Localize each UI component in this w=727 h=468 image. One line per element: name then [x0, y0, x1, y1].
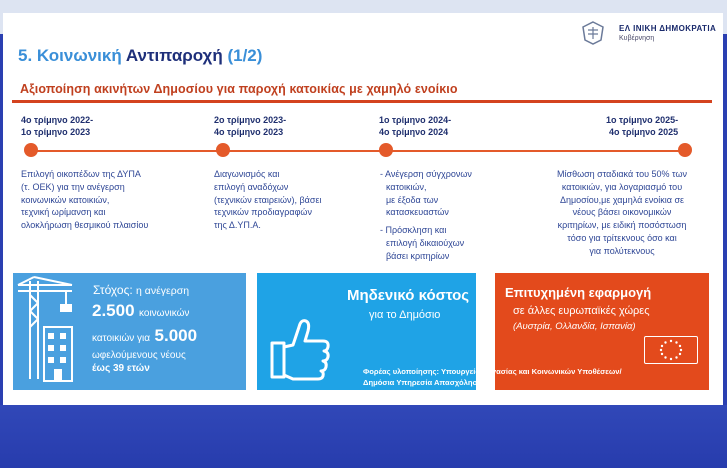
government-logo [573, 14, 723, 46]
background-bottom [0, 405, 727, 468]
people-number: 5.000 [154, 326, 198, 345]
subtitle-banner [12, 79, 712, 103]
age-text: έως 39 ετών [92, 363, 150, 374]
timeline-description-1: Επιλογή οικοπέδων της ΔΥΠΑ (τ. ΟΕΚ) για την ανέγερση κοινωνικών κατοικιών, τεχνική ωρίμανση και ολοκλήρωση θεσμικού πλαισίου [21, 169, 149, 231]
timeline-dot-2 [216, 143, 230, 157]
government-subtitle: Κυβέρνηση [619, 35, 655, 42]
timeline-axis [27, 150, 687, 152]
goal-panel [13, 273, 246, 390]
success-line-2: σε άλλες ευρωπαϊκές χώρες [513, 305, 650, 317]
slide-subtitle: Αξιοποίηση ακινήτων Δημοσίου για παροχή κατοικίας με χαμηλό ενοίκιο [20, 82, 458, 96]
title-part-3: (1/2) [227, 46, 263, 65]
thumbs-up-icon [269, 313, 333, 381]
timeline-description-2: Διαγωνισμός και επιλογή αναδόχων (τεχνικών εταιρειών), βάσει τεχνικών προδιαγραφών της Δ.ΥΠ.Α. [214, 169, 322, 231]
units-text: κοινωνικών [139, 308, 190, 319]
success-countries: (Αυστρία, Ολλανδία, Ισπανία) [513, 321, 636, 332]
goal-label: Στόχος: [93, 283, 133, 297]
timeline-description-3: - Ανέγερση σύγχρονων κατοικιών, με έξοδα των κατασκευαστών - Πρόσκληση και επιλογή δικαιούχων βάσει κριτηρίων [380, 169, 472, 261]
zero-cost-subtitle: για το Δημόσιο [369, 309, 441, 321]
coat-of-arms-icon [579, 20, 607, 46]
timeline-period-2: 2ο τρίμηνο 2023- 4ο τρίμηνο 2023 [214, 115, 287, 137]
timeline-dot-4 [678, 143, 692, 157]
eu-flag-icon [644, 336, 698, 364]
timeline-description-4: Μίσθωση σταδιακά του 50% των κατοικιών, για λογαριασμό του Δημοσίου,με χαμηλά ενοίκια σε νέους βάσει οικονομικών κριτηρίων, με ειδική ποσόστωση τόσο για τρίτεκνους όσο και για πολύτεκνους [557, 169, 687, 256]
title-part-1: 5. Κοινωνική [18, 46, 122, 65]
success-panel [495, 273, 709, 365]
timeline-dot-3 [379, 143, 393, 157]
goal-text: η ανέγερση [136, 285, 190, 297]
timeline-dot-1 [24, 143, 38, 157]
footer-line-1: Φορέας υλοποίησης: Υπουργείο Εργασίας και Κοινωνικών Υποθέσεων/ [363, 367, 622, 376]
slide-title [18, 46, 262, 66]
timeline-period-1: 4ο τρίμηνο 2022- 1ο τρίμηνο 2023 [21, 115, 94, 137]
government-name: ΕΛ ΙΝΙΚΗ ΔΗΜΟΚΡΑΤΙΑ [619, 24, 717, 33]
units-number: 2.500 [92, 301, 135, 320]
footer-line-2: Δημόσια Υπηρεσία Απασχόλησης [363, 378, 487, 387]
zero-cost-title: Μηδενικό κόστος [347, 287, 470, 304]
subtitle-underline [12, 100, 712, 103]
timeline-period-4: 1ο τρίμηνο 2025- 4ο τρίμηνο 2025 [606, 115, 679, 137]
title-part-2: Αντιπαροχή [125, 46, 223, 65]
timeline-period-3: 1ο τρίμηνο 2024- 4ο τρίμηνο 2024 [379, 115, 452, 137]
construction-crane-icon [16, 275, 76, 385]
people-text-1: κατοικιών για [92, 333, 151, 344]
people-text-2: ωφελούμενους νέους [92, 350, 186, 361]
implementation-footer [363, 365, 709, 390]
success-title: Επιτυχημένη εφαρμογή [505, 285, 652, 300]
